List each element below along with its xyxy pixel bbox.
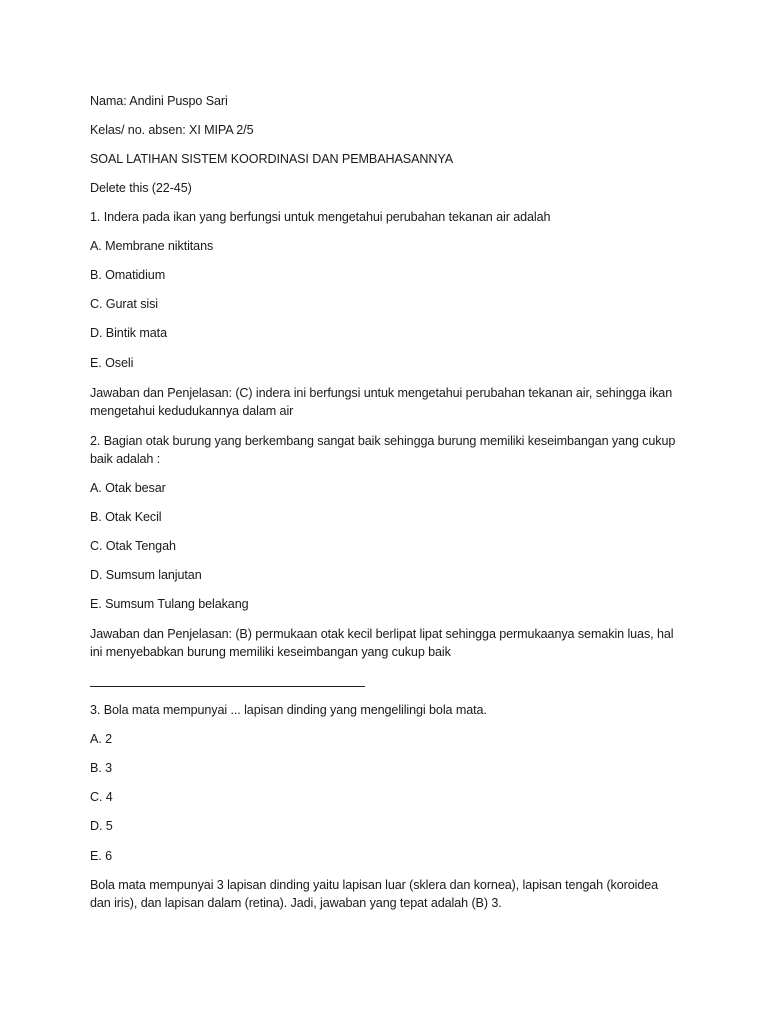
answer-option: D. Bintik mata xyxy=(90,326,167,340)
student-name: Nama: Andini Puspo Sari xyxy=(90,94,228,108)
answer-option: A. Otak besar xyxy=(90,481,166,495)
answer-explanation: Bola mata mempunyai 3 lapisan dinding yaitu lapisan luar (sklera dan kornea), lapisan tengah (koroidea dan iris), dan lapisan dalam (retina). Jadi, jawaban yang tepat adalah (B) 3. xyxy=(90,878,662,910)
delete-note: Delete this (22-45) xyxy=(90,181,192,195)
question-text: 1. Indera pada ikan yang berfungsi untuk mengetahui perubahan tekanan air adalah xyxy=(90,210,551,224)
answer-option: E. Sumsum Tulang belakang xyxy=(90,597,249,611)
document-title: SOAL LATIHAN SISTEM KOORDINASI DAN PEMBAHASANNYA xyxy=(90,152,454,166)
answer-option: B. Omatidium xyxy=(90,268,166,282)
answer-option: D. 5 xyxy=(90,819,113,833)
answer-option: C. 4 xyxy=(90,790,113,804)
answer-option: E. Oseli xyxy=(90,356,134,370)
answer-option: D. Sumsum lanjutan xyxy=(90,568,202,582)
answer-option: C. Otak Tengah xyxy=(90,539,176,553)
student-class: Kelas/ no. absen: XI MIPA 2/5 xyxy=(90,123,254,137)
answer-option: A. 2 xyxy=(90,732,113,746)
answer-explanation: Jawaban dan Penjelasan: (C) indera ini berfungsi untuk mengetahui perubahan tekanan air, sehingga ikan mengetahui kedudukannya dalam air xyxy=(90,386,676,418)
answer-option: A. Membrane niktitans xyxy=(90,239,214,253)
answer-option: C. Gurat sisi xyxy=(90,297,158,311)
horizontal-divider xyxy=(90,686,365,687)
question-text: 3. Bola mata mempunyai ... lapisan dinding yang mengelilingi bola mata. xyxy=(90,703,487,717)
answer-explanation: Jawaban dan Penjelasan: (B) permukaan otak kecil berlipat lipat sehingga permukaanya semakin luas, hal ini menyebabkan burung memiliki keseimbangan yang cukup baik xyxy=(90,627,677,659)
answer-option: E. 6 xyxy=(90,849,113,863)
question-text: 2. Bagian otak burung yang berkembang sangat baik sehingga burung memiliki keseimbangan yang cukup baik adalah : xyxy=(90,434,679,466)
answer-option: B. 3 xyxy=(90,761,113,775)
answer-option: B. Otak Kecil xyxy=(90,510,162,524)
